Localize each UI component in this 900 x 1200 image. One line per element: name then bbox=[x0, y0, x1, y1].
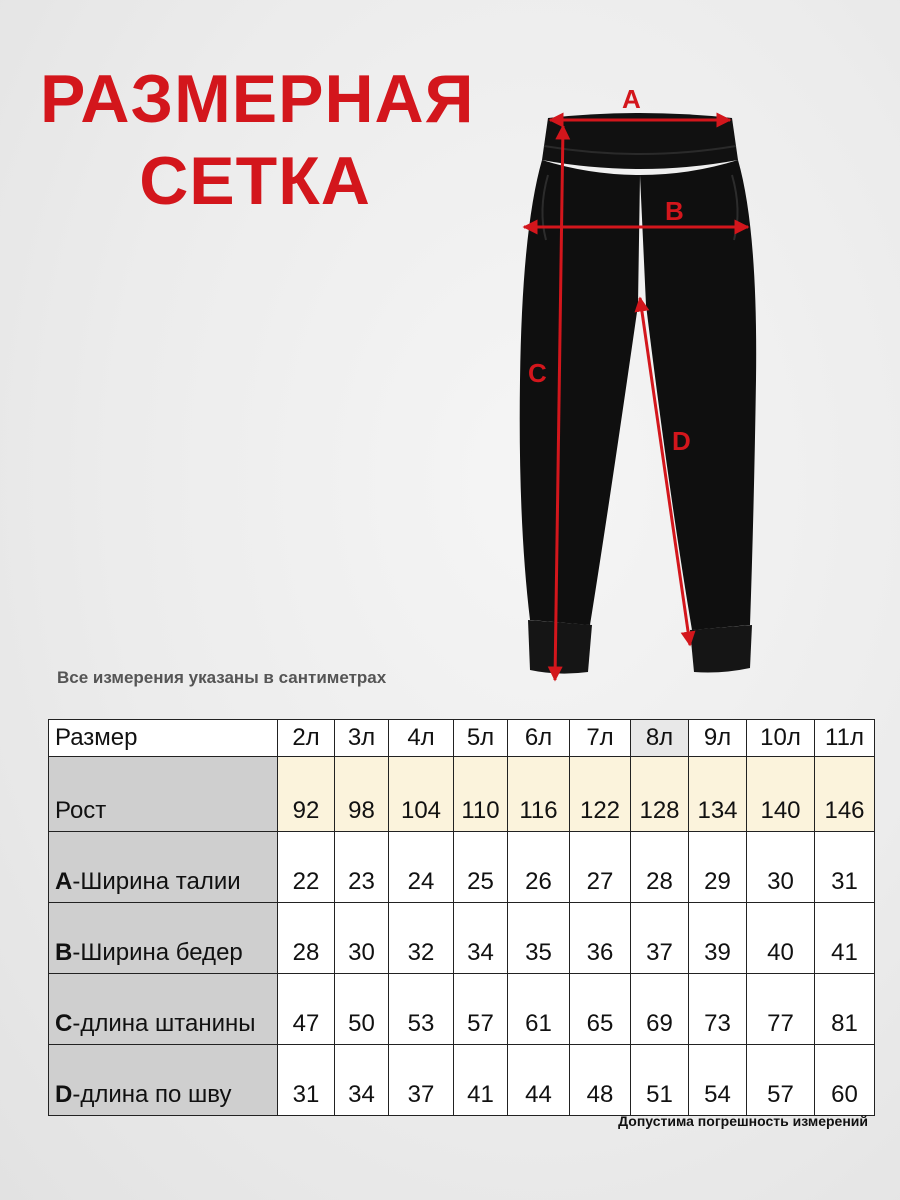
label-d: D bbox=[672, 426, 691, 456]
height-cell: 146 bbox=[815, 757, 875, 832]
row-letter: A bbox=[55, 868, 73, 895]
value-cell: 54 bbox=[689, 1045, 747, 1116]
value-cell: 32 bbox=[389, 903, 454, 974]
value-cell: 47 bbox=[278, 974, 335, 1045]
row-label-text: -длина по шву bbox=[72, 1081, 232, 1108]
height-cell: 134 bbox=[689, 757, 747, 832]
size-cell: 8л bbox=[631, 720, 689, 757]
size-cell: 11л bbox=[815, 720, 875, 757]
height-cell: 110 bbox=[454, 757, 508, 832]
size-cell: 3л bbox=[335, 720, 389, 757]
value-cell: 23 bbox=[335, 832, 389, 903]
value-cell: 30 bbox=[747, 832, 815, 903]
units-note: Все измерения указаны в сантиметрах bbox=[57, 668, 387, 687]
value-cell: 31 bbox=[815, 832, 875, 903]
value-cell: 50 bbox=[335, 974, 389, 1045]
measurement-row-d bbox=[49, 1045, 875, 1116]
pants-left-leg bbox=[520, 160, 640, 625]
label-b: B bbox=[665, 196, 684, 226]
height-label: Рост bbox=[49, 757, 278, 832]
value-cell: 30 bbox=[335, 903, 389, 974]
size-cell: 5л bbox=[454, 720, 508, 757]
value-cell: 28 bbox=[631, 832, 689, 903]
value-cell: 34 bbox=[335, 1045, 389, 1116]
row-label-text: -Ширина бедер bbox=[72, 939, 243, 966]
row-label bbox=[49, 974, 278, 1045]
size-row bbox=[49, 720, 875, 757]
value-cell: 31 bbox=[278, 1045, 335, 1116]
value-cell: 73 bbox=[689, 974, 747, 1045]
value-cell: 26 bbox=[508, 832, 570, 903]
size-cell: 10л bbox=[747, 720, 815, 757]
size-cell: 6л bbox=[508, 720, 570, 757]
value-cell: 81 bbox=[815, 974, 875, 1045]
value-cell: 53 bbox=[389, 974, 454, 1045]
value-cell: 48 bbox=[570, 1045, 631, 1116]
value-cell: 36 bbox=[570, 903, 631, 974]
value-cell: 44 bbox=[508, 1045, 570, 1116]
row-letter: D bbox=[55, 1081, 73, 1108]
size-cell: 7л bbox=[570, 720, 631, 757]
value-cell: 41 bbox=[815, 903, 875, 974]
row-label bbox=[49, 903, 278, 974]
value-cell: 37 bbox=[389, 1045, 454, 1116]
measurement-row-c bbox=[49, 974, 875, 1045]
measurement-row-a bbox=[49, 832, 875, 903]
value-cell: 22 bbox=[278, 832, 335, 903]
size-cell: 2л bbox=[278, 720, 335, 757]
height-cell: 122 bbox=[570, 757, 631, 832]
size-cell: 9л bbox=[689, 720, 747, 757]
row-label bbox=[49, 1045, 278, 1116]
height-cell: 104 bbox=[389, 757, 454, 832]
value-cell: 65 bbox=[570, 974, 631, 1045]
value-cell: 29 bbox=[689, 832, 747, 903]
pants-right-leg bbox=[640, 160, 756, 630]
value-cell: 28 bbox=[278, 903, 335, 974]
measurement-row-b bbox=[49, 903, 875, 974]
row-label-text: -Ширина талии bbox=[72, 868, 241, 895]
value-cell: 34 bbox=[454, 903, 508, 974]
label-a: A bbox=[622, 84, 641, 114]
title-line-2: СЕТКА bbox=[139, 143, 371, 219]
row-letter: B bbox=[55, 939, 73, 966]
height-cell: 140 bbox=[747, 757, 815, 832]
value-cell: 40 bbox=[747, 903, 815, 974]
value-cell: 60 bbox=[815, 1045, 875, 1116]
value-cell: 25 bbox=[454, 832, 508, 903]
size-table bbox=[48, 719, 875, 1116]
value-cell: 69 bbox=[631, 974, 689, 1045]
title-line-1: РАЗМЕРНАЯ bbox=[40, 61, 475, 137]
value-cell: 41 bbox=[454, 1045, 508, 1116]
row-label bbox=[49, 832, 278, 903]
label-c: C bbox=[528, 358, 547, 388]
size-cell: 4л bbox=[389, 720, 454, 757]
cuff-left bbox=[528, 620, 592, 674]
value-cell: 35 bbox=[508, 903, 570, 974]
height-cell: 98 bbox=[335, 757, 389, 832]
value-cell: 24 bbox=[389, 832, 454, 903]
value-cell: 57 bbox=[747, 1045, 815, 1116]
value-cell: 61 bbox=[508, 974, 570, 1045]
size-header: Размер bbox=[49, 720, 278, 757]
pants-diagram bbox=[500, 80, 790, 690]
tolerance-note: Допустима погрешность измерений bbox=[618, 1113, 868, 1129]
row-letter: C bbox=[55, 1010, 73, 1037]
cuff-right bbox=[690, 625, 752, 673]
height-cell: 92 bbox=[278, 757, 335, 832]
value-cell: 77 bbox=[747, 974, 815, 1045]
page-title bbox=[40, 58, 475, 222]
height-cell: 128 bbox=[631, 757, 689, 832]
value-cell: 57 bbox=[454, 974, 508, 1045]
value-cell: 39 bbox=[689, 903, 747, 974]
row-label-text: -длина штанины bbox=[72, 1010, 256, 1037]
height-row bbox=[49, 757, 875, 832]
value-cell: 27 bbox=[570, 832, 631, 903]
value-cell: 51 bbox=[631, 1045, 689, 1116]
value-cell: 37 bbox=[631, 903, 689, 974]
height-cell: 116 bbox=[508, 757, 570, 832]
